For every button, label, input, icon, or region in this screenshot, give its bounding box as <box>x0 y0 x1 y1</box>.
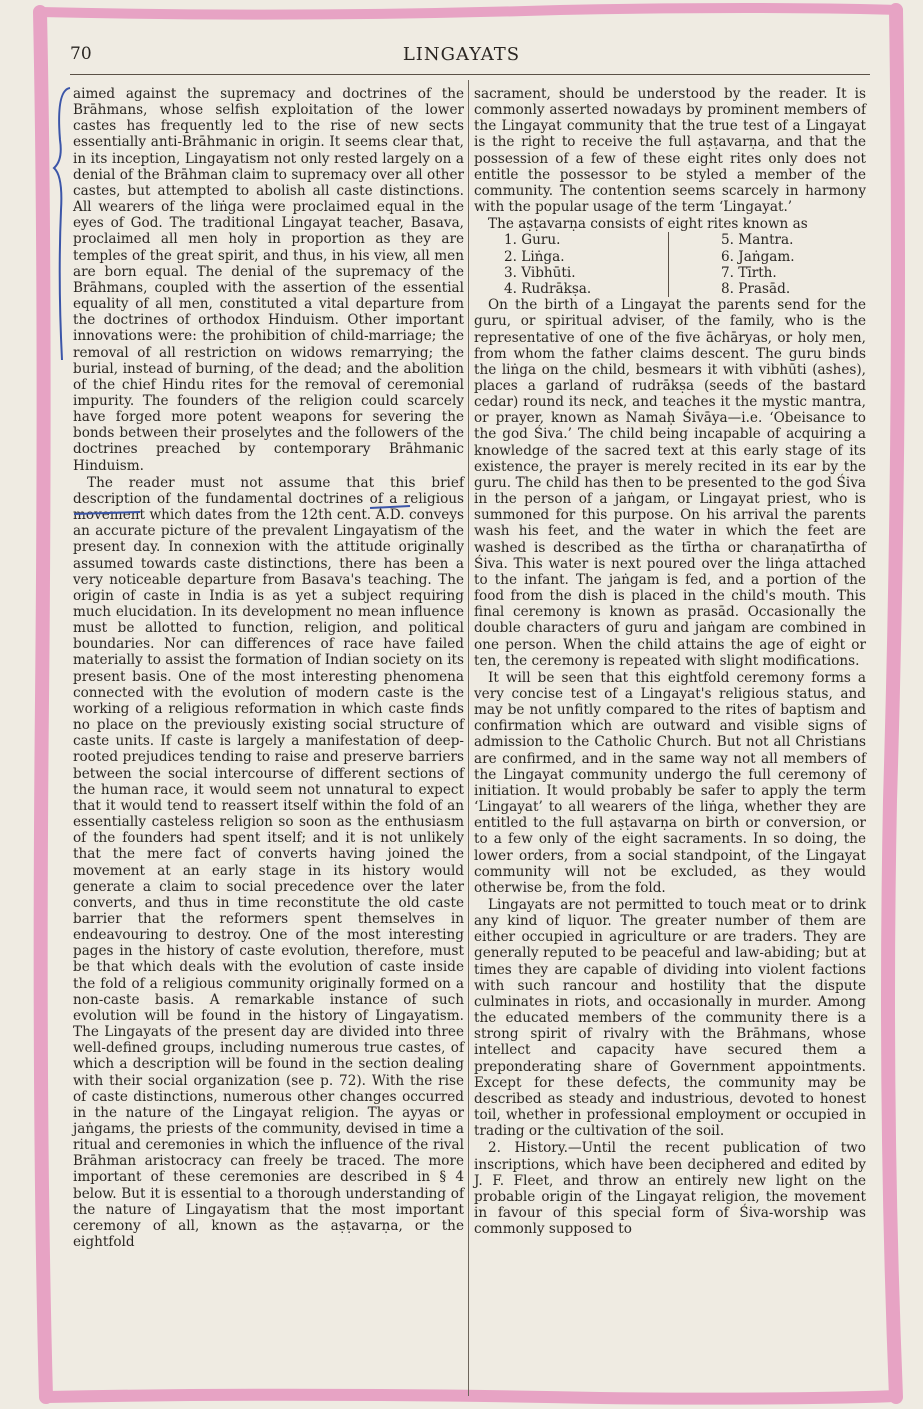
rite-item: 4. Rudrākṣa. <box>504 281 592 298</box>
rite-item: 3. Vibhūti. <box>504 264 576 281</box>
rite-item: 7. Tīrth. <box>721 264 777 281</box>
left-paragraph-2: The reader must not assume that this brief description of the fundamental doctrines of a religious movement which dates from the 12th cent. A.D. conveys an accurate picture of the prevalent Lingayatism of the present day. In connexion with the attitude originally assumed towards caste distinctions, there has been a very noticeable departure from Basava's teaching. The origin of caste in India is as yet a subject requiring much elucidation. In its development no mean influence must be allotted to function, religion, and political boundaries. Nor can differences of race have failed materially to assist the formation of Indian society on its present basis. One of the most interesting phenomena connected with the evolution of modern caste is the working of a religious reformation in which caste finds no place on the previously existing social structure of caste units. If caste is largely a manifestation of deep-rooted prejudices tending to raise and preserve barriers between the social intercourse of different sections of the human race, it would seem not unnatural to expect that it would tend to reassert itself within the fold of an essentially casteless religion so soon as the enthusiasm of the founders had spent itself; and it is not unlikely that the mere fact of converts having joined the movement at an early stage in its history would generate a claim to social precedence over the later converts, and thus in time reconstitute the old caste barrier that the reformers spent themselves in endeavouring to destroy. One of the most interesting pages in the history of caste evolution, therefore, must be that which deals with the evolution of caste inside the fold of a religious community originally formed on a non-caste basis. A remarkable instance of such evolution will be found in the history of Lingayatism. The Lingayats of the present day are divided into three well-defined groups, including numerous true castes, of which a description will be found in the section dealing with their social organization (see p. 72). With the rise of caste distinctions, numerous other changes occurred in the nature of the Lingayat religion. The ayyas or jaṅgams, the priests of the community, devised in time a ritual and ceremonies in which the influence of the rival Brāhman aristocracy can freely be traced. The more important of these ceremonies are described in § 4 below. But it is essential to a thorough understanding of the nature of Lingayatism that the most important ceremony of all, known as the aṣṭavarṇa, or the eightfold <box>73 474 464 1251</box>
rite-item: 8. Prasād. <box>721 281 791 298</box>
rites-intro: The aṣṭavarṇa consists of eight rites known as <box>488 216 808 233</box>
header-rule <box>70 74 870 75</box>
page-number: 70 <box>70 44 92 64</box>
left-paragraph-1: aimed against the supremacy and doctrines of the Brāhmans, whose selfish exploitation of the lower castes has frequently led to the rise of new sects essentially anti-Brāhmanic in origin. It seems clear that, in its inception, Lingayatism not only rested largely on a denial of the Brāhman claim to supremacy over all other castes, but attempted to abolish all caste distinctions. All wearers of the liṅga were proclaimed equal in the eyes of God. The traditional Lingayat teacher, Basava, proclaimed all men holy in proportion as they are temples of the great spirit, and thus, in his view, all men are born equal. The denial of the supremacy of the Brāhmans, coupled with the assertion of the essential equality of all men, constituted a vital departure from the doctrines of orthodox Hinduism. Other important innovations were: the prohibition of child-marriage; the removal of all restriction on widows remarrying; the burial, instead of burning, of the dead; and the abolition of the chief Hindu rites for the removal of ceremonial impurity. The founders of the religion could scarcely have forged more potent weapons for severing the bonds between their proselytes and the followers of the doctrines preached by contemporary Brāhmanic Hinduism. <box>73 86 464 474</box>
rite-item: 6. Jaṅgam. <box>721 248 795 265</box>
right-paragraph-eightfold: It will be seen that this eightfold ceremony forms a very concise test of a Lingayat's religious status, and may be not unfitly compared to the rites of baptism and confirmation which are outward and visible signs of admission to the Catholic Church. But not all Christians are confirmed, and in the same way not all members of the Lingayat community undergo the full ceremony of initiation. It would probably be safer to apply the term ‘Lingayat’ to all wearers of the liṅga, whether they are entitled to the full aṣṭavarṇa on birth or conversion, or to a few only of the eight sacraments. In so doing, the lower orders, from a social standpoint, of the Lingayat community will not be excluded, as they would otherwise be, from the fold. <box>474 669 866 896</box>
right-paragraph-customs: Lingayats are not permitted to touch meat or to drink any kind of liquor. The greater number of them are either occupied in agriculture or are traders. They are generally reputed to be peaceful and law-abiding; but at times they are capable of dividing into violent factions with such rancour and hostility that the dispute culminates in riots, and occasionally in murder. Among the educated members of the community there is a strong spirit of rivalry with the Brāhmans, whose intellect and capacity have secured them a preponderating share of Government appointments. Except for these defects, the community may be described as steady and industrious, devoted to honest toil, whether in professional employment or occupied in trading or the cultivation of the soil. <box>474 897 866 1140</box>
running-title: LINGAYATS <box>402 44 521 65</box>
right-column <box>474 86 866 1237</box>
rite-item: 5. Mantra. <box>721 232 794 249</box>
left-column <box>73 86 464 1250</box>
right-intro-paragraph: sacrament, should be understood by the reader. It is commonly asserted nowadays by prominent members of the Lingayat community that the true test of a Lingayat is the right to receive the full aṣṭavarṇa, and that the possession of a few of these eight rites only does not entitle the possessor to be styled a member of the community. The contention seems scarcely in harmony with the popular usage of the term ‘Lingayat.’ <box>474 86 866 216</box>
column-divider <box>468 80 469 1396</box>
rite-item: 2. Liṅga. <box>504 248 565 265</box>
right-paragraph-birth: On the birth of a Lingayat the parents send for the guru, or spiritual adviser, of the family, who is the representative of one of the five āchāryas, or holy men, from whom the father claims descent. The guru binds the liṅga on the child, besmears it with vibhūti (ashes), places a garland of rudrākṣa (seeds of the bastard cedar) round its neck, and teaches it the mystic mantra, or prayer, known as Namaḥ Śivāya—i.e. ‘Obeisance to the god Śiva.’ The child being incapable of acquiring a knowledge of the sacred text at this early stage of its existence, the prayer is merely recited in its ear by the guru. The child has then to be presented to the god Śiva in the person of a jaṅgam, or Lingayat priest, who is summoned for this purpose. On his arrival the parents wash his feet, and the water in which the feet are washed is described as the tīrtha or charaṇatīrtha of Śiva. This water is next poured over the liṅga attached to the infant. The jaṅgam is fed, and a portion of the food from the dish is placed in the child's mouth. This final ceremony is known as prasād. Occasionally the double characters of guru and jaṅgam are combined in one person. When the child attains the age of eight or ten, the ceremony is repeated with slight modifications. <box>474 297 866 669</box>
right-paragraph-history: 2. History.—Until the recent publication of two inscriptions, which have been deciphered and edited by J. F. Fleet, and throw an entirely new light on the probable origin of the Lingayat religion, the movement in favour of this special form of Śiva-worship was commonly supposed to <box>474 1140 866 1238</box>
rites-list <box>504 232 832 297</box>
rite-item: 1. Guru. <box>504 232 561 249</box>
